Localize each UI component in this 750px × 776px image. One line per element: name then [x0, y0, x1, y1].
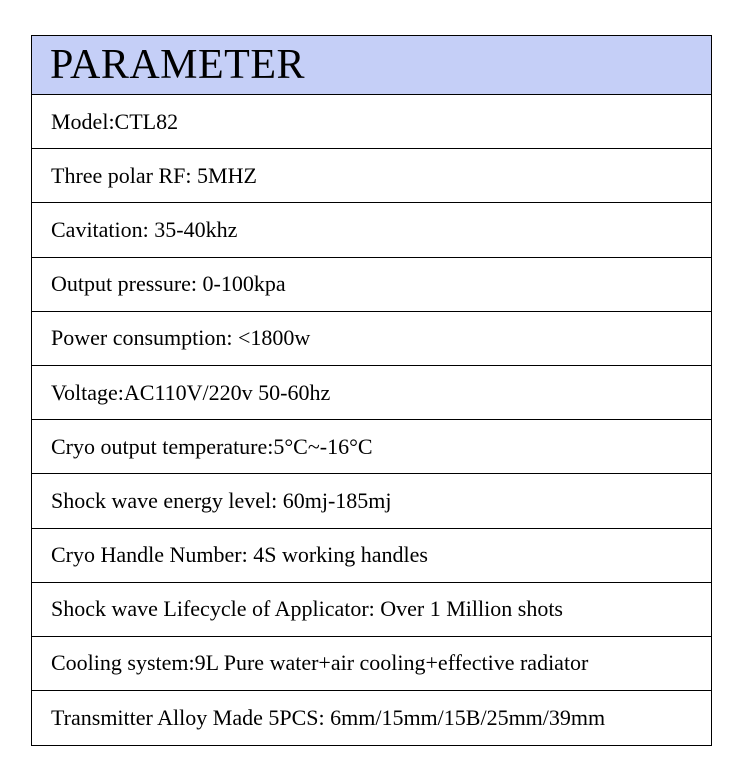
row-text: Output pressure: 0-100kpa: [51, 271, 286, 297]
row-text: Cryo output temperature:5°C~-16°C: [51, 433, 373, 459]
table-header: [32, 36, 711, 95]
parameter-table: [31, 35, 712, 746]
row-text: Power consumption: <1800w: [51, 325, 311, 351]
row-text: Three polar RF: 5MHZ: [51, 162, 257, 188]
table-row-transmitter: [32, 691, 711, 745]
table-row-cryo-temperature: [32, 420, 711, 474]
table-row-shock-energy: [32, 474, 711, 528]
table-row-rf: [32, 149, 711, 203]
row-text: Model:CTL82: [51, 108, 179, 134]
row-text: Transmitter Alloy Made 5PCS: 6mm/15mm/15B/25mm/39mm: [51, 705, 606, 731]
row-text: Cavitation: 35-40khz: [51, 216, 238, 242]
table-row-voltage: [32, 366, 711, 420]
table-row-cavitation: [32, 203, 711, 257]
table-row-model: [32, 95, 711, 149]
row-text: Cooling system:9L Pure water+air cooling+effective radiator: [51, 650, 589, 676]
row-text: Shock wave energy level: 60mj-185mj: [51, 487, 392, 513]
table-title: PARAMETER: [50, 42, 306, 88]
table-row-output-pressure: [32, 258, 711, 312]
row-text: Voltage:AC110V/220v 50-60hz: [51, 379, 331, 405]
table-row-power: [32, 312, 711, 366]
row-text: Cryo Handle Number: 4S working handles: [51, 542, 428, 568]
row-text: Shock wave Lifecycle of Applicator: Over 1 Million shots: [51, 596, 563, 622]
table-row-cooling: [32, 637, 711, 691]
table-row-lifecycle: [32, 583, 711, 637]
table-row-cryo-handles: [32, 529, 711, 583]
